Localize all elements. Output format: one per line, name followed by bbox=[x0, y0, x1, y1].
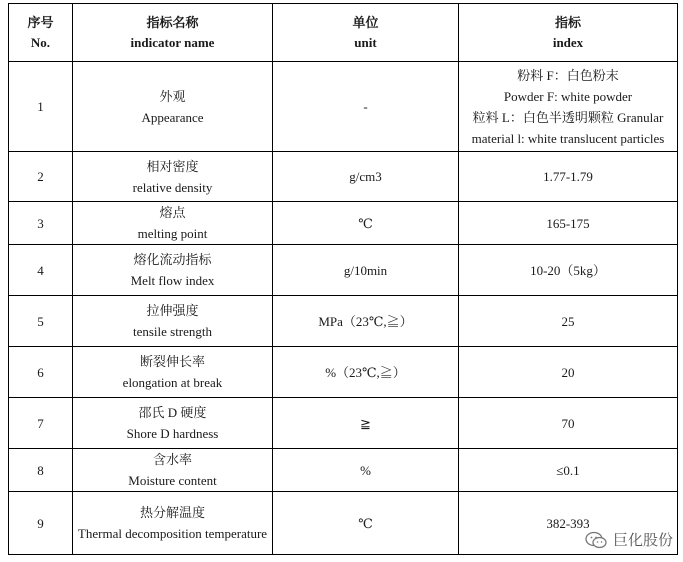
header-index-en: index bbox=[552, 34, 584, 50]
header-row bbox=[9, 4, 678, 62]
cell-index bbox=[459, 398, 678, 449]
cell-name bbox=[73, 492, 273, 555]
unit-value: % bbox=[360, 462, 371, 478]
cell-no bbox=[9, 202, 73, 245]
name-cn: 熔化流动指标 bbox=[133, 252, 212, 267]
cell-no bbox=[9, 296, 73, 347]
cell-index bbox=[459, 245, 678, 296]
cell-unit bbox=[273, 296, 459, 347]
table-row bbox=[9, 449, 678, 492]
cell-no bbox=[9, 347, 73, 398]
row-number: 3 bbox=[37, 215, 44, 231]
table-row bbox=[9, 62, 678, 152]
index-value: 粉料 F：白色粉末 bbox=[517, 67, 619, 83]
unit-value: %（23℃,≧） bbox=[325, 364, 406, 380]
cell-name bbox=[73, 398, 273, 449]
unit-value: MPa（23℃,≧） bbox=[318, 313, 413, 329]
name-cn: 熔点 bbox=[159, 205, 186, 220]
cell-index bbox=[459, 62, 678, 152]
wechat-icon bbox=[585, 531, 607, 549]
index-value: 382-393 bbox=[546, 515, 590, 531]
cell-no bbox=[9, 398, 73, 449]
unit-value: ℃ bbox=[358, 515, 373, 531]
header-unit-cn: 单位 bbox=[352, 14, 379, 30]
cell-unit bbox=[273, 62, 459, 152]
index-value: Powder F: white powder bbox=[503, 88, 633, 104]
header-unit bbox=[273, 4, 459, 62]
name-cn: 热分解温度 bbox=[139, 505, 205, 520]
indicator-table bbox=[8, 3, 678, 555]
index-value: 20 bbox=[561, 364, 575, 380]
table-row bbox=[9, 347, 678, 398]
cell-no bbox=[9, 62, 73, 152]
name-en: melting point bbox=[137, 226, 208, 241]
cell-name bbox=[73, 245, 273, 296]
cell-unit bbox=[273, 245, 459, 296]
row-number: 6 bbox=[37, 364, 44, 380]
name-cn: 断裂伸长率 bbox=[139, 354, 205, 369]
row-number: 1 bbox=[37, 99, 44, 114]
cell-index bbox=[459, 449, 678, 492]
index-value: 粒料 L：白色半透明颗粒 Granular bbox=[472, 109, 664, 125]
name-cn: 邵氏 D 硬度 bbox=[138, 405, 207, 420]
row-number: 7 bbox=[37, 415, 44, 431]
cell-name bbox=[73, 449, 273, 492]
row-number: 9 bbox=[37, 515, 44, 531]
unit-value: ℃ bbox=[358, 215, 373, 231]
index-value: ≤0.1 bbox=[556, 462, 580, 478]
row-number: 2 bbox=[37, 169, 44, 184]
row-number: 8 bbox=[37, 462, 44, 478]
name-cn: 含水率 bbox=[152, 452, 192, 467]
header-no-en: No. bbox=[30, 34, 51, 50]
name-cn: 外观 bbox=[159, 88, 186, 104]
unit-value: ≧ bbox=[360, 415, 371, 431]
name-en: tensile strength bbox=[132, 324, 213, 339]
cell-unit bbox=[273, 202, 459, 245]
cell-name bbox=[73, 202, 273, 245]
table-row bbox=[9, 296, 678, 347]
cell-name bbox=[73, 296, 273, 347]
header-name-en: indicator name bbox=[130, 34, 215, 50]
cell-unit bbox=[273, 449, 459, 492]
table-row bbox=[9, 492, 678, 555]
index-value: 165-175 bbox=[546, 215, 590, 231]
watermark-text: 巨化股份 bbox=[612, 531, 673, 549]
index-value: 25 bbox=[561, 313, 575, 329]
index-value: 1.77-1.79 bbox=[543, 169, 593, 184]
table-row bbox=[9, 202, 678, 245]
header-index bbox=[459, 4, 678, 62]
cell-no bbox=[9, 245, 73, 296]
unit-value: - bbox=[363, 99, 368, 114]
row-number: 4 bbox=[37, 262, 44, 278]
cell-name bbox=[73, 152, 273, 202]
cell-unit bbox=[273, 398, 459, 449]
row-number: 5 bbox=[37, 313, 44, 329]
table-row bbox=[9, 245, 678, 296]
header-no-cn: 序号 bbox=[27, 14, 54, 30]
name-cn: 相对密度 bbox=[146, 158, 199, 174]
cell-index bbox=[459, 296, 678, 347]
cell-name bbox=[73, 62, 273, 152]
cell-index bbox=[459, 152, 678, 202]
header-name-cn: 指标名称 bbox=[146, 14, 199, 30]
unit-value: g/cm3 bbox=[349, 169, 382, 184]
cell-no bbox=[9, 449, 73, 492]
index-value: 10-20（5kg） bbox=[530, 262, 606, 278]
cell-unit bbox=[273, 347, 459, 398]
header-name bbox=[73, 4, 273, 62]
table-row bbox=[9, 152, 678, 202]
cell-unit bbox=[273, 492, 459, 555]
name-en: Moisture content bbox=[128, 473, 217, 488]
header-no bbox=[9, 4, 73, 62]
cell-no bbox=[9, 152, 73, 202]
name-en: Shore D hardness bbox=[126, 426, 219, 441]
header-index-cn: 指标 bbox=[554, 14, 581, 30]
cell-unit bbox=[273, 152, 459, 202]
unit-value: g/10min bbox=[343, 262, 388, 278]
header-unit-en: unit bbox=[354, 34, 377, 50]
name-en: elongation at break bbox=[122, 375, 223, 390]
cell-index bbox=[459, 202, 678, 245]
cell-index bbox=[459, 347, 678, 398]
name-en: relative density bbox=[132, 179, 213, 195]
table-row bbox=[9, 398, 678, 449]
name-cn: 拉伸强度 bbox=[146, 303, 199, 318]
name-en: Thermal decomposition temperature bbox=[77, 526, 268, 541]
name-en: Appearance bbox=[141, 109, 204, 125]
index-value: material l: white translucent particles bbox=[471, 130, 665, 146]
cell-no bbox=[9, 492, 73, 555]
index-value: 70 bbox=[561, 415, 575, 431]
watermark bbox=[585, 529, 673, 550]
name-en: Melt flow index bbox=[130, 273, 215, 288]
cell-name bbox=[73, 347, 273, 398]
